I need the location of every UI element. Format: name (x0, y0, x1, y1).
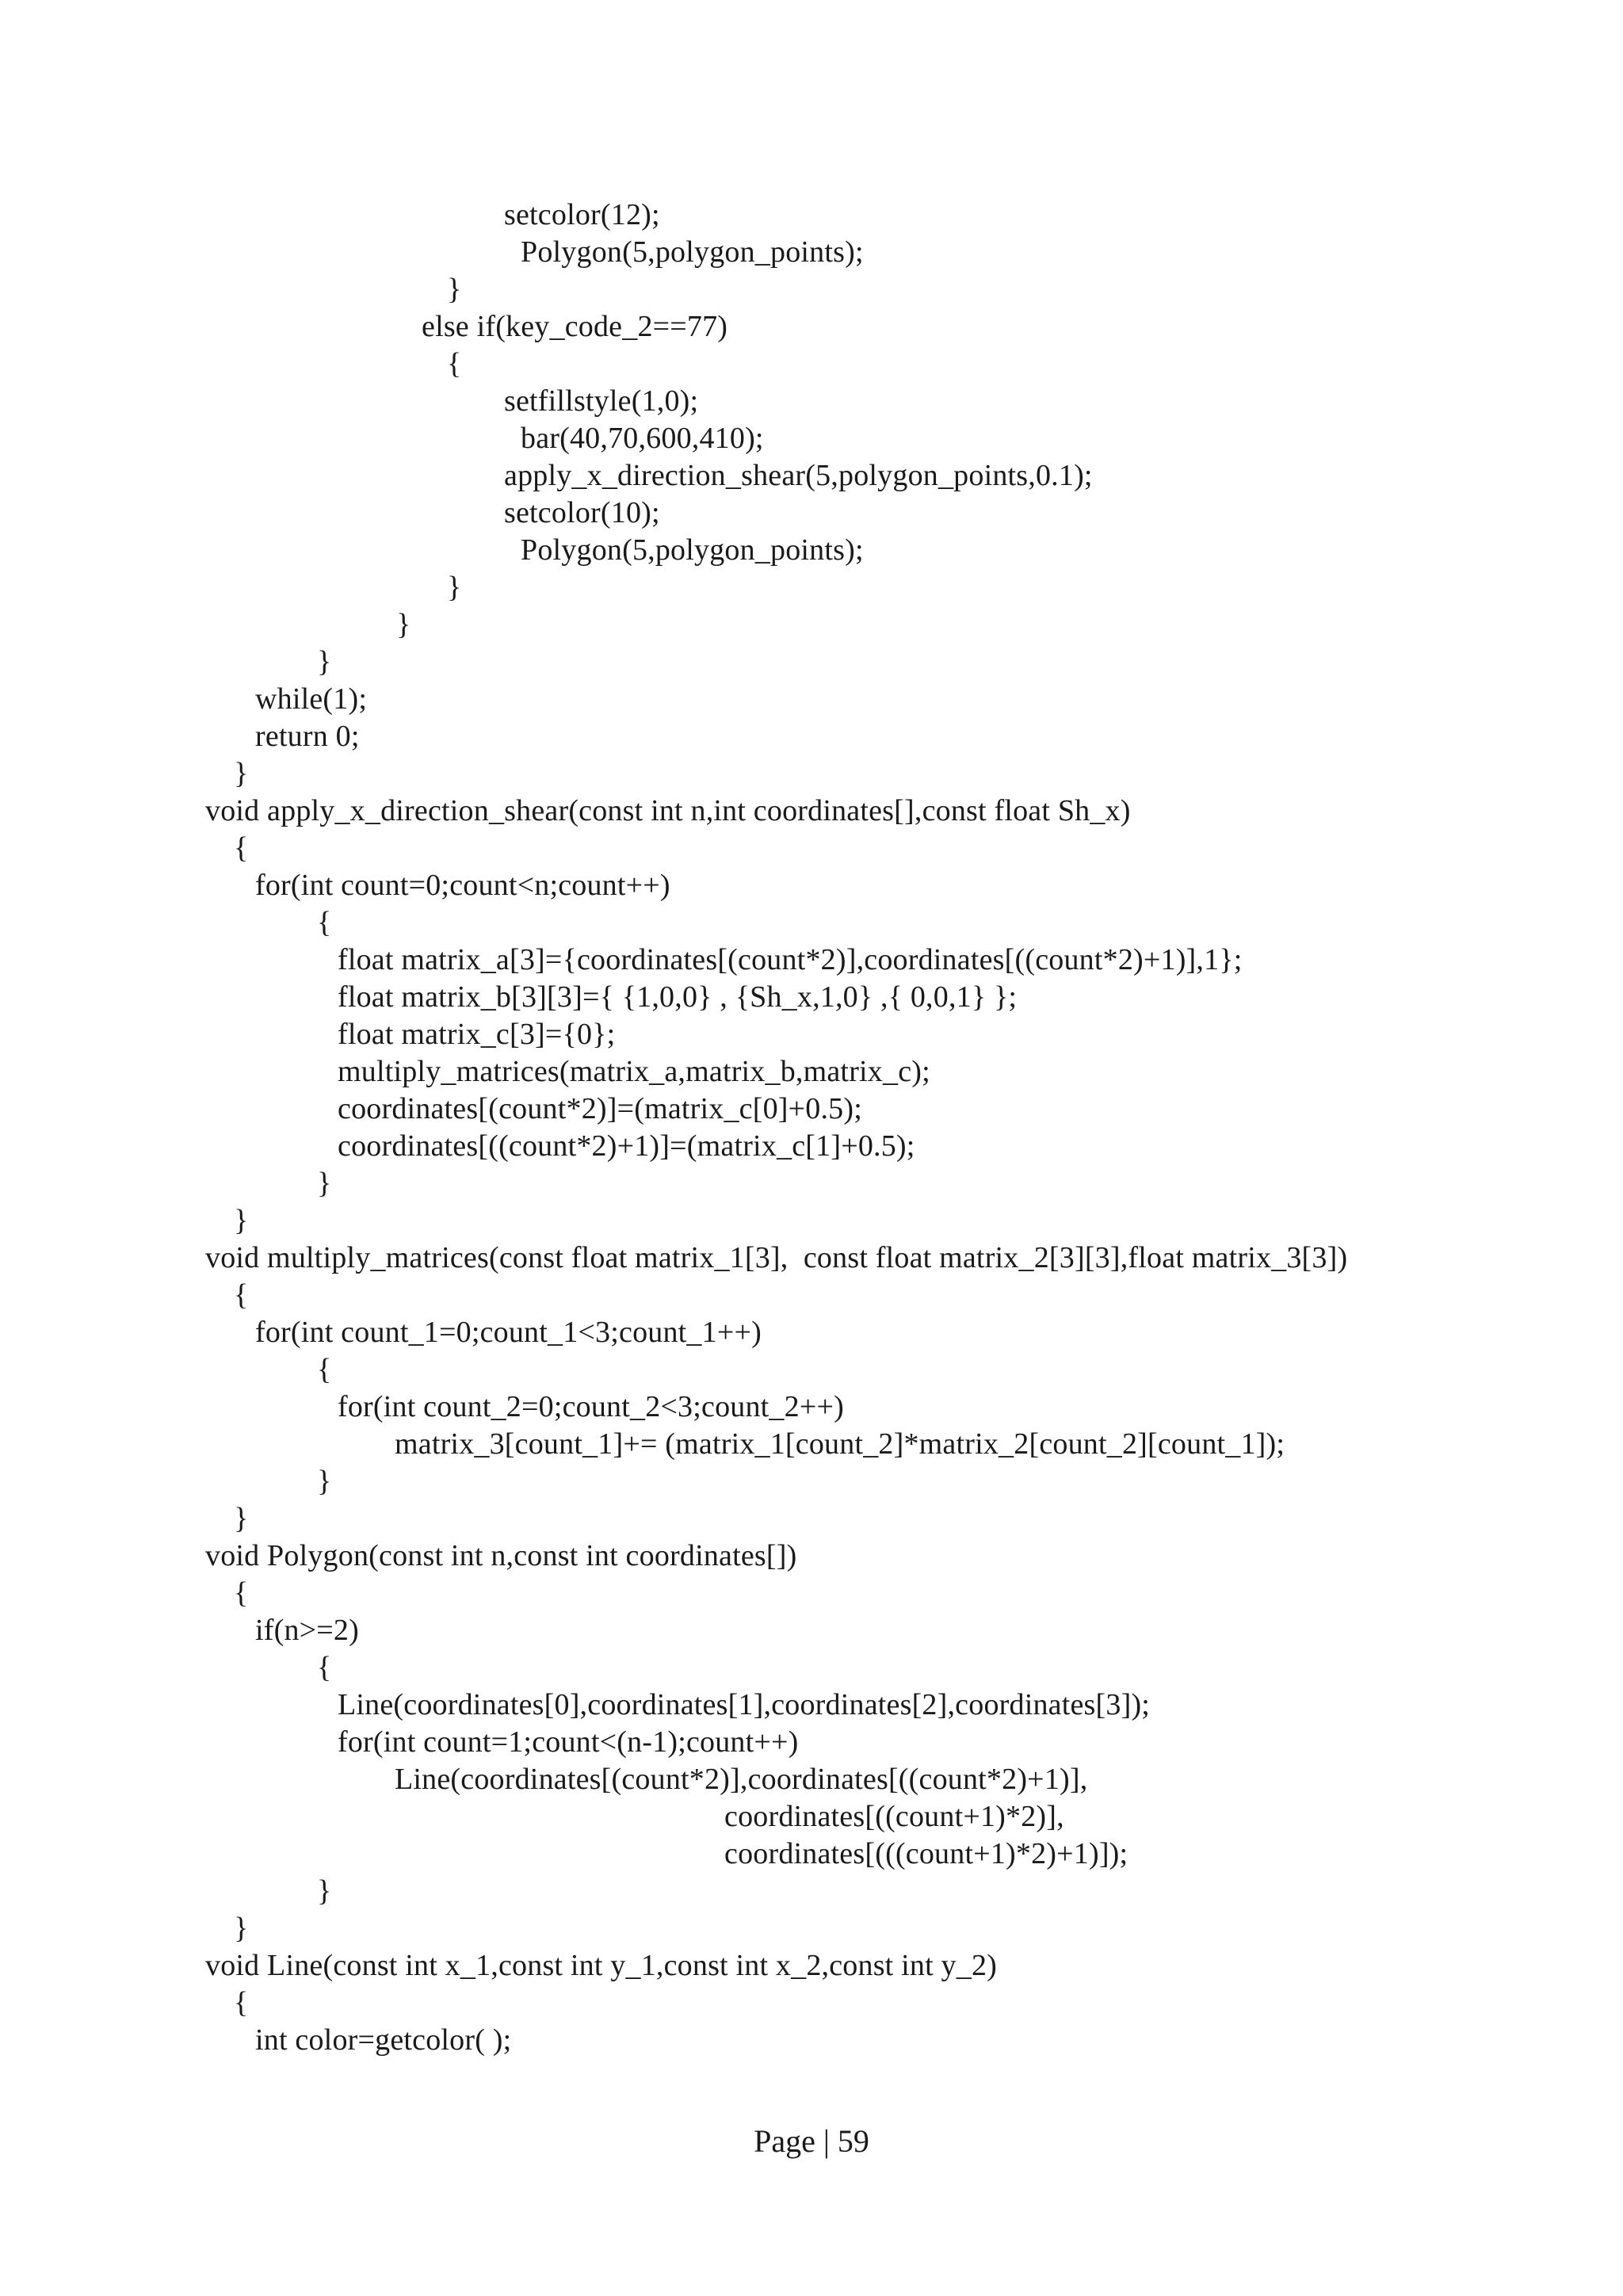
code-line: } (234, 1912, 249, 1945)
code-line: } (317, 1465, 332, 1498)
page-number: Page | 59 (754, 2123, 869, 2159)
code-line: else if(key_code_2==77) (422, 310, 728, 343)
code-line: float matrix_a[3]={coordinates[(count*2)],coordinates[((count*2)+1)],1}; (338, 943, 1243, 976)
code-line: for(int count=0;count<n;count++) (255, 869, 670, 902)
code-line: Line(coordinates[(count*2)],coordinates[((count*2)+1)], (395, 1763, 1088, 1796)
code-line: void apply_x_direction_shear(const int n,int coordinates[],const float Sh_x) (205, 794, 1131, 827)
code-line: coordinates[(((count+1)*2)+1)]); (724, 1837, 1128, 1870)
code-line: coordinates[((count*2)+1)]=(matrix_c[1]+0.5); (338, 1129, 915, 1163)
code-line: void Polygon(const int n,const int coordinates[]) (205, 1539, 797, 1572)
code-line: while(1); (255, 682, 368, 716)
code-line: setfillstyle(1,0); (504, 384, 699, 418)
code-line: for(int count_2=0;count_2<3;count_2++) (338, 1390, 844, 1423)
code-line: } (317, 1874, 332, 1908)
code-line: for(int count=1;count<(n-1);count++) (338, 1725, 799, 1759)
code-line: float matrix_c[3]={0}; (338, 1018, 616, 1051)
code-line: { (234, 831, 249, 865)
code-line: multiply_matrices(matrix_a,matrix_b,matrix_c); (338, 1055, 930, 1088)
code-line: { (234, 1986, 249, 2019)
code-line: for(int count_1=0;count_1<3;count_1++) (255, 1316, 762, 1349)
code-line: } (234, 1502, 249, 1535)
code-line: } (234, 757, 249, 790)
code-line: { (234, 1278, 249, 1312)
code-line: { (317, 1353, 332, 1386)
code-line: Polygon(5,polygon_points); (521, 235, 864, 269)
code-line: { (234, 1576, 249, 1610)
code-line: setcolor(12); (504, 198, 660, 231)
code-line: bar(40,70,600,410); (521, 422, 764, 455)
code-line: return 0; (255, 720, 360, 753)
code-line: Line(coordinates[0],coordinates[1],coordinates[2],coordinates[3]); (338, 1688, 1151, 1721)
code-line: } (447, 571, 462, 604)
code-line: } (447, 273, 462, 306)
code-line: void Line(const int x_1,const int y_1,const int x_2,const int y_2) (205, 1949, 998, 1982)
code-line: { (317, 1651, 332, 1684)
code-line: coordinates[(count*2)]=(matrix_c[0]+0.5); (338, 1092, 862, 1125)
code-line: } (396, 608, 411, 641)
code-line: } (317, 645, 332, 678)
code-line: } (317, 1167, 332, 1200)
code-line: } (234, 1204, 249, 1237)
code-line: setcolor(10); (504, 496, 660, 529)
code-line: coordinates[((count+1)*2)], (724, 1800, 1064, 1833)
code-line: void multiply_matrices(const float matrix_1[3], const float matrix_2[3][3],float matrix_3[3]) (205, 1241, 1348, 1274)
code-line: Polygon(5,polygon_points); (521, 533, 864, 567)
code-line: { (317, 906, 332, 939)
code-line: float matrix_b[3][3]={ {1,0,0} , {Sh_x,1,0} ,{ 0,0,1} }; (338, 980, 1018, 1014)
code-line: matrix_3[count_1]+= (matrix_1[count_2]*matrix_2[count_2][count_1]); (395, 1427, 1285, 1461)
code-line: { (447, 347, 462, 380)
code-line: if(n>=2) (255, 1614, 359, 1647)
code-line: int color=getcolor( ); (255, 2023, 512, 2057)
code-line: apply_x_direction_shear(5,polygon_points,0.1); (504, 459, 1093, 492)
